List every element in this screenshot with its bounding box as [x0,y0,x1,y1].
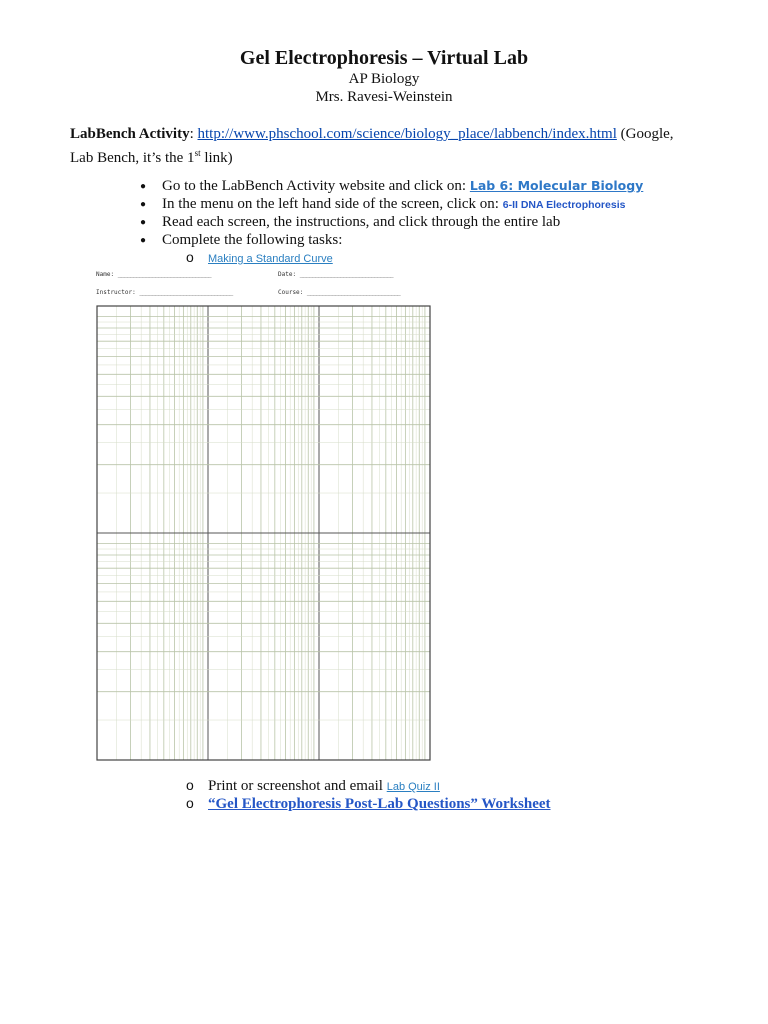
intro-tail: link) [200,150,233,166]
labbench-url-link[interactable]: http://www.phschool.com/science/biology_place/labbench/index.html [197,126,617,142]
date-line: ______________________________ [299,271,394,278]
step-text: Complete the following tasks: [162,232,343,248]
date-label: Date: [278,271,297,278]
name-label: Name: [96,271,115,278]
circle-bullet-icon: o [186,249,194,265]
course-name: AP Biology [348,71,420,87]
bullet-icon: ● [140,235,147,246]
circle-bullet-icon: o [186,795,194,811]
name-line: ______________________________ [117,271,212,278]
page-title: Gel Electrophoresis – Virtual Lab [239,47,529,69]
lab-quiz-link[interactable]: Lab Quiz II [386,781,440,793]
worksheet-link[interactable]: “Gel Electrophoresis Post-Lab Questions” Worksheet [208,796,551,812]
step-text: Read each screen, the instructions, and click through the entire lab [162,214,561,230]
instructor-label: Instructor: [96,289,136,296]
task-item [186,249,333,267]
intro-paragraph [70,125,700,168]
task-item [186,795,551,813]
list-item [140,195,643,213]
list-item [140,213,643,231]
intro-superscript: st [194,148,201,158]
intro-colon: : [189,126,194,142]
name-field [96,271,211,278]
lab6-link[interactable]: Lab 6: Molecular Biology [469,178,644,193]
task-item [186,777,440,795]
standard-curve-link[interactable]: Making a Standard Curve [208,253,333,265]
instructor-line: ______________________________ [139,289,233,296]
date-field [278,271,393,278]
course-field [278,289,400,296]
list-item [140,177,643,195]
teacher-name: Mrs. Ravesi-Weinstein [315,89,453,105]
circle-bullet-icon: o [186,777,194,793]
steps-list [140,177,643,249]
bullet-icon: ● [140,217,147,228]
step-text: In the menu on the left hand side of the screen, click on: [162,196,503,212]
course-line: ______________________________ [306,289,401,296]
intro-after-url: (Google, Lab Bench, it’s the 1 [70,126,674,166]
course-label: Course: [278,289,304,296]
dna-electrophoresis-link[interactable]: 6-II DNA Electrophoresis [502,199,626,211]
task-text: Print or screenshot and email [208,778,387,794]
instructor-field [96,289,233,296]
list-item [140,231,643,249]
bullet-icon: ● [140,199,147,210]
bullet-icon: ● [140,181,147,192]
graph-paper [96,305,431,761]
intro-label: LabBench Activity [70,126,190,142]
step-text: Go to the LabBench Activity website and click on: [162,178,470,194]
